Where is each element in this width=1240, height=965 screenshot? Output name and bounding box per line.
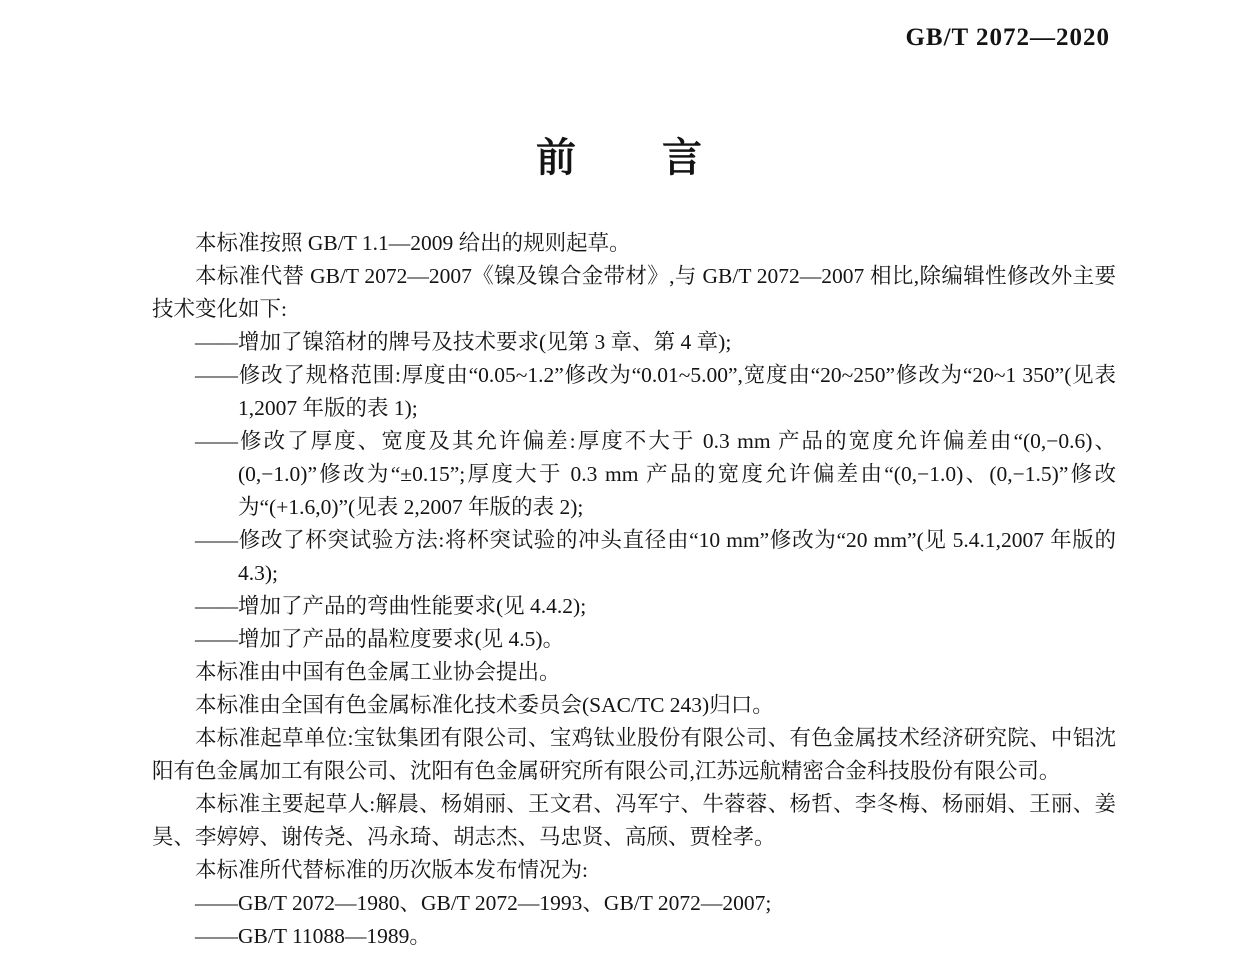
page-title: 前 言 [536, 136, 704, 180]
change-list-item: ——GB/T 2072—1980、GB/T 2072—1993、GB/T 2072—2007; [195, 891, 772, 915]
paragraph: 本标准起草单位:宝钛集团有限公司、宝鸡钛业股份有限公司、有色金属技术经济研究院、中铝沈阳有色金属加工有限公司、沈阳有色金属研究所有限公司,江苏远航精密合金科技股份有限公司。 [152, 726, 1116, 783]
document-body [152, 227, 1116, 953]
change-list-item: ——修改了杯突试验方法:将杯突试验的冲头直径由“10 mm”修改为“20 mm”(见 5.4.1,2007 年版的 4.3); [195, 528, 1116, 585]
change-list-item: ——增加了产品的晶粒度要求(见 4.5)。 [195, 627, 565, 651]
change-list-item: ——修改了厚度、宽度及其允许偏差:厚度不大于 0.3 mm 产品的宽度允许偏差由“(0,−0.6)、(0,−1.0)”修改为“±0.15”;厚度大于 0.3 mm 产品的宽度允许偏差由“(0,−1.0)、(0,−1.5)”修改为“(+1.6,0)”(见表 2,2007 年版的表 2); [195, 429, 1116, 519]
change-list-item: ——增加了镍箔材的牌号及技术要求(见第 3 章、第 4 章); [195, 330, 732, 354]
paragraph: 本标准由中国有色金属工业协会提出。 [195, 660, 561, 684]
change-list-item: ——GB/T 11088—1989。 [195, 924, 431, 948]
change-list-item: ——修改了规格范围:厚度由“0.05~1.2”修改为“0.01~5.00”,宽度由“20~250”修改为“20~1 350”(见表 1,2007 年版的表 1); [195, 363, 1116, 420]
paragraph: 本标准按照 GB/T 1.1—2009 给出的规则起草。 [195, 231, 631, 255]
paragraph: 本标准主要起草人:解晨、杨娟丽、王文君、冯军宁、牛蓉蓉、杨哲、李冬梅、杨丽娟、王丽、姜昊、李婷婷、谢传尧、冯永琦、胡志杰、马忠贤、高颀、贾栓孝。 [152, 792, 1116, 849]
change-list-item: ——增加了产品的弯曲性能要求(见 4.4.2); [195, 594, 587, 618]
standard-number: GB/T 2072—2020 [905, 24, 1110, 51]
paragraph: 本标准代替 GB/T 2072—2007《镍及镍合金带材》,与 GB/T 2072—2007 相比,除编辑性修改外主要技术变化如下: [152, 264, 1116, 321]
paragraph: 本标准由全国有色金属标准化技术委员会(SAC/TC 243)归口。 [195, 693, 774, 717]
paragraph: 本标准所代替标准的历次版本发布情况为: [195, 858, 588, 882]
